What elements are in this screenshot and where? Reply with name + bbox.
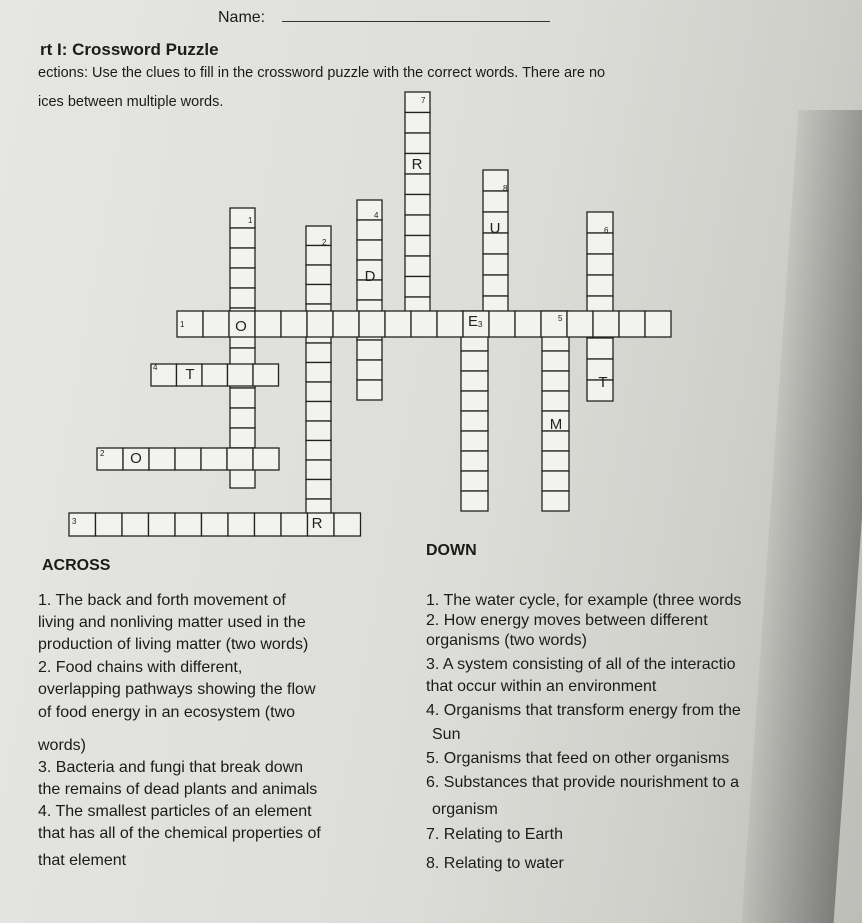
across-1-cell[interactable] [281,311,307,337]
across-1-cell[interactable] [567,311,593,337]
across-clue-line: the remains of dead plants and animals [38,781,318,798]
down-7-cell[interactable] [405,174,430,195]
across-1-cell[interactable] [333,311,359,337]
down-2-cell[interactable] [306,343,331,363]
num-down7: 7 [421,96,426,105]
down-6-cell[interactable] [587,212,613,233]
across-clue-line: 1. The back and forth movement of [38,592,286,609]
down-7-cell[interactable] [405,113,430,134]
down-2-cell[interactable] [306,421,331,441]
down-clue-line: 3. A system consisting of all of the interactio [426,656,736,673]
across-4-cell[interactable] [202,364,228,386]
down-clue-line: 7. Relating to Earth [426,826,563,843]
down-5-cell[interactable] [542,451,569,471]
down-7-cell[interactable] [405,277,430,298]
down-heading: DOWN [426,542,477,559]
down-clue-line: 6. Substances that provide nourishment to a [426,774,740,791]
across-3-cell[interactable] [149,513,176,536]
down-5-cell[interactable] [542,431,569,451]
down-5-cell[interactable] [542,371,569,391]
across-3-cell[interactable] [202,513,229,536]
across-1-cell[interactable] [359,311,385,337]
down-3-cell[interactable] [461,411,488,431]
across-2-cell[interactable] [253,448,279,470]
down-clue-line: 2. How energy moves between different [426,612,708,629]
directions-line-1: ections: Use the clues to fill in the crossword puzzle with the correct words. There are no [38,65,606,81]
across-2-cell[interactable] [175,448,201,470]
num-down5: 5 [558,314,563,323]
down-clue-line: 5. Organisms that feed on other organisms [426,750,730,767]
down-4-cell[interactable] [357,240,382,260]
across-1-cell[interactable] [619,311,645,337]
down-6-cell[interactable] [587,275,613,296]
down-3-cell[interactable] [461,351,488,371]
across-3-cell[interactable] [255,513,282,536]
down-1-cell[interactable] [230,228,255,248]
down-1-cell[interactable] [230,268,255,288]
across-2-cell[interactable] [227,448,253,470]
across-clue-line: that has all of the chemical properties of [38,825,321,842]
down-2-cell[interactable] [306,363,331,383]
down-2-cell[interactable] [306,460,331,480]
down-2-cell[interactable] [306,285,331,305]
across-1-cell[interactable] [489,311,515,337]
name-label: Name: [218,9,266,26]
across-1-cell[interactable] [515,311,541,337]
down-3-cell[interactable] [461,491,488,511]
down-8-cell[interactable] [483,275,508,296]
across-clue-line: that element [38,852,127,869]
across-1-cell[interactable] [385,311,411,337]
letter-down3: E [467,313,479,330]
down-5-cell[interactable] [542,471,569,491]
down-5-cell[interactable] [542,351,569,371]
across-2-cell[interactable] [201,448,227,470]
down-1-cell[interactable] [230,408,255,428]
down-1-cell[interactable] [230,468,255,488]
part-title: rt I: Crossword Puzzle [40,40,219,59]
num-across4: 4 [153,363,158,372]
down-8-cell[interactable] [483,191,508,212]
num-down4: 4 [374,211,379,220]
num-down6: 6 [604,226,609,235]
letter-across2: O [130,450,142,467]
across-3-cell[interactable] [175,513,202,536]
down-1-cell[interactable] [230,388,255,408]
across-2-cell[interactable] [149,448,175,470]
down-7-cell[interactable] [405,215,430,236]
down-2-cell[interactable] [306,382,331,402]
across-1-cell[interactable] [411,311,437,337]
letter-down6: T [598,374,608,391]
num-down3: 3 [478,320,483,329]
letter-across1: O [235,318,247,335]
down-4-cell[interactable] [357,340,382,360]
down-clue-line: 1. The water cycle, for example (three words [426,592,742,609]
down-5-cell[interactable] [542,491,569,511]
across-1-cell[interactable] [541,311,567,337]
down-2-cell[interactable] [306,246,331,266]
down-1-cell[interactable] [230,248,255,268]
down-clue-line: organism [432,801,498,818]
down-7-cell[interactable] [405,256,430,277]
across-clue-line: 3. Bacteria and fungi that break down [38,759,304,776]
down-6-cell[interactable] [587,338,613,359]
down-7-cell[interactable] [405,133,430,154]
num-down8: 8 [503,184,508,193]
down-1-cell[interactable] [230,288,255,308]
down-3-cell[interactable] [461,371,488,391]
across-3-cell[interactable] [96,513,123,536]
letter-down5: M [549,416,563,433]
across-4-cell[interactable] [253,364,279,386]
letter-across4: T [185,366,195,383]
down-3-cell[interactable] [461,391,488,411]
num-down2: 2 [322,238,327,247]
down-5-cell[interactable] [542,391,569,411]
down-2-cell[interactable] [306,402,331,422]
across-clue-line: production of living matter (two words) [38,636,309,653]
letter-down8: U [489,220,501,237]
across-4-cell[interactable] [228,364,254,386]
down-4-cell[interactable] [357,360,382,380]
down-clue-line: 4. Organisms that transform energy from the [426,702,741,719]
num-across2: 2 [100,449,105,458]
across-3-cell[interactable] [334,513,361,536]
across-1-cell[interactable] [255,311,281,337]
down-6-cell[interactable] [587,233,613,254]
down-3-cell[interactable] [461,471,488,491]
num-down1: 1 [248,216,253,225]
across-1-cell[interactable] [645,311,671,337]
across-1-cell[interactable] [307,311,333,337]
across-clue-line: words) [38,737,87,754]
down-1-cell[interactable] [230,428,255,448]
num-across1: 1 [180,320,185,329]
down-clue-line: that occur within an environment [426,678,657,695]
letter-down7: R [411,156,423,173]
across-clue-line: 2. Food chains with different, [38,659,243,676]
down-7-cell[interactable] [405,92,430,113]
num-across3: 3 [72,517,77,526]
letter-across3: R [311,515,323,532]
across-clue-line: of food energy in an ecosystem (two [38,704,296,721]
down-6-cell[interactable] [587,254,613,275]
down-clue-line: 8. Relating to water [426,855,564,872]
down-4-cell[interactable] [357,380,382,400]
across-3-cell[interactable] [122,513,149,536]
down-4-cell[interactable] [357,220,382,240]
across-heading: ACROSS [42,557,111,574]
directions-line-2: ices between multiple words. [38,94,224,110]
across-3-cell[interactable] [228,513,255,536]
down-2-cell[interactable] [306,480,331,500]
down-2-cell[interactable] [306,226,331,246]
down-7-cell[interactable] [405,195,430,216]
across-clue-line: 4. The smallest particles of an element [38,803,312,820]
across-clue-line: overlapping pathways showing the flow [38,681,316,698]
across-1-cell[interactable] [593,311,619,337]
down-2-cell[interactable] [306,265,331,285]
across-clue-line: living and nonliving matter used in the [38,614,306,631]
down-clue-line: Sun [432,726,461,743]
down-3-cell[interactable] [461,451,488,471]
letter-down4: D [364,268,376,285]
down-8-cell[interactable] [483,254,508,275]
across-1-cell[interactable] [203,311,229,337]
down-3-cell[interactable] [461,431,488,451]
down-2-cell[interactable] [306,441,331,461]
across-3-cell[interactable] [281,513,308,536]
down-7-cell[interactable] [405,236,430,257]
down-clue-line: organisms (two words) [426,632,587,649]
across-1-cell[interactable] [437,311,463,337]
